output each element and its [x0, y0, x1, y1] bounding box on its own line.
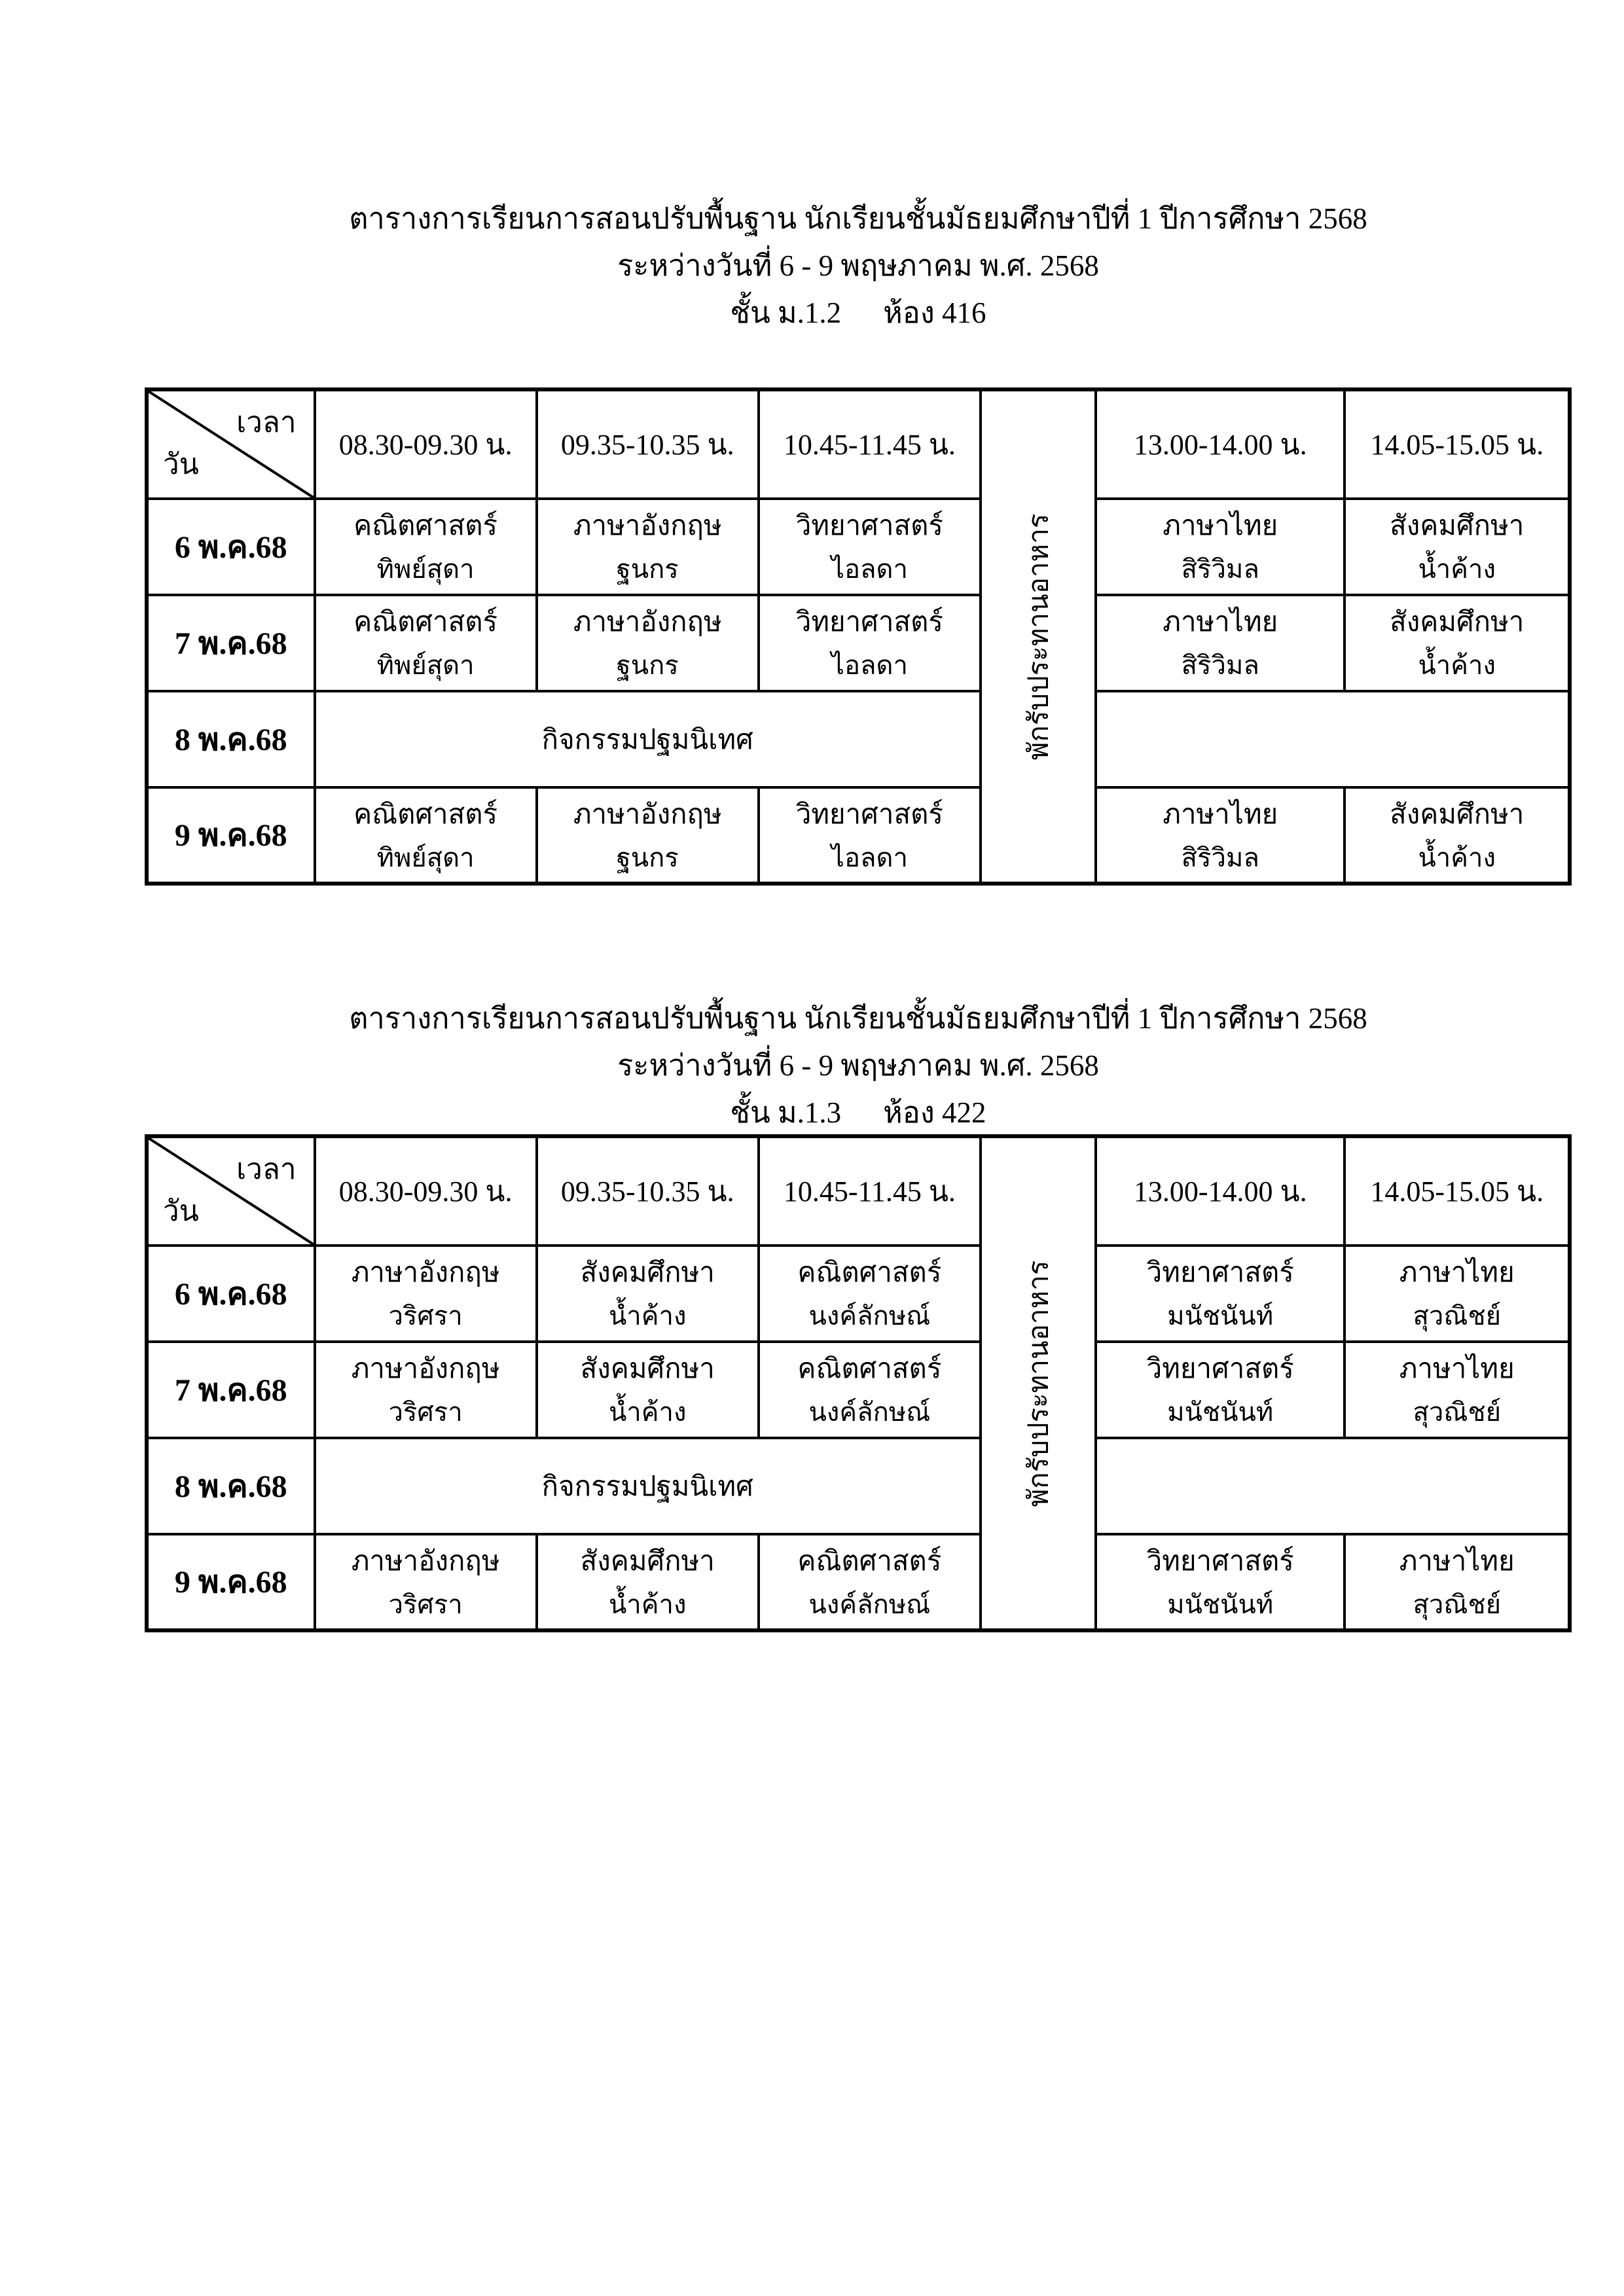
table-row: [147, 595, 1570, 691]
table-row-activity: [147, 691, 1570, 787]
date-cell: 8 พ.ค.68: [147, 691, 315, 787]
empty-afternoon-cell: [1096, 1438, 1570, 1534]
lesson-cell: [1344, 1342, 1570, 1438]
title-line-2: ระหว่างวันที่ 6 - 9 พฤษภาคม พ.ศ. 2568: [617, 249, 1099, 282]
lesson-cell: [1344, 1246, 1570, 1342]
lesson-cell: [537, 1342, 759, 1438]
teacher-label: มนัชนันท์: [1167, 1589, 1274, 1619]
lesson-cell: [537, 787, 759, 884]
teacher-label: น้ำค้าง: [608, 1397, 687, 1427]
lesson-cell: [1344, 787, 1570, 884]
lesson-cell: [537, 595, 759, 691]
lesson-cell: [1096, 595, 1344, 691]
teacher-label: น้ำค้าง: [1418, 842, 1496, 872]
date-cell: 6 พ.ค.68: [147, 499, 315, 595]
lunch-break-label: พักรับประทานอาหาร: [1024, 1260, 1055, 1507]
subject-label: คณิตศาสตร์: [353, 607, 498, 637]
timetable-2-title: [145, 995, 1572, 1136]
lesson-cell: [1096, 499, 1344, 595]
date-cell: 9 พ.ค.68: [147, 1534, 315, 1630]
subject-label: สังคมศึกษา: [580, 1258, 715, 1288]
time-header: 09.35-10.35 น.: [537, 389, 759, 499]
lesson-cell: [759, 787, 981, 884]
teacher-label: วริศรา: [388, 1397, 463, 1427]
subject-label: ภาษาอังกฤษ: [573, 799, 722, 830]
teacher-label: นงค์ลักษณ์: [808, 1397, 931, 1427]
lunch-break-label: พักรับประทานอาหาร: [1024, 513, 1055, 760]
subject-label: ภาษาไทย: [1163, 607, 1278, 637]
subject-label: สังคมศึกษา: [1390, 511, 1525, 541]
teacher-label: ทิพย์สุดา: [376, 554, 475, 584]
teacher-label: สิริวิมล: [1181, 554, 1259, 584]
teacher-label: ทิพย์สุดา: [376, 842, 475, 872]
subject-label: ภาษาอังกฤษ: [351, 1546, 500, 1577]
subject-label: ภาษาอังกฤษ: [351, 1354, 500, 1384]
teacher-label: สุวณิชย์: [1413, 1301, 1502, 1331]
header-row: [147, 389, 1570, 499]
subject-label: วิทยาศาสตร์: [795, 607, 943, 637]
lesson-cell: [1096, 1342, 1344, 1438]
lesson-cell: [315, 499, 537, 595]
date-cell: 7 พ.ค.68: [147, 595, 315, 691]
time-header: 08.30-09.30 น.: [315, 1136, 537, 1246]
corner-cell: [147, 389, 315, 499]
table-row: [147, 1534, 1570, 1630]
date-cell: 6 พ.ค.68: [147, 1246, 315, 1342]
corner-label-day: วัน: [163, 448, 199, 480]
table-row: [147, 499, 1570, 595]
subject-label: คณิตศาสตร์: [797, 1258, 942, 1288]
lesson-cell: [1096, 1534, 1344, 1630]
teacher-label: ฐนกร: [616, 554, 679, 584]
lesson-cell: [537, 1534, 759, 1630]
time-header: 14.05-15.05 น.: [1344, 1136, 1570, 1246]
lesson-cell: [1096, 1246, 1344, 1342]
table-row: [147, 787, 1570, 884]
lesson-cell: [315, 1246, 537, 1342]
teacher-label: วริศรา: [388, 1301, 463, 1331]
subject-label: ภาษาอังกฤษ: [573, 607, 722, 637]
subject-label: สังคมศึกษา: [580, 1354, 715, 1384]
date-cell: 9 พ.ค.68: [147, 787, 315, 884]
corner-label-day: วัน: [163, 1195, 199, 1227]
title-line-1: ตารางการเรียนการสอนปรับพื้นฐาน นักเรียนชั้นมัธยมศึกษาปีที่ 1 ปีการศึกษา 2568: [349, 202, 1367, 235]
orientation-activity-cell: กิจกรรมปฐมนิเทศ: [315, 1438, 981, 1534]
teacher-label: ฐนกร: [616, 651, 679, 680]
subject-label: ภาษาไทย: [1399, 1258, 1515, 1288]
corner-label-time: เวลา: [236, 1153, 297, 1185]
teacher-label: สิริวิมล: [1181, 842, 1259, 872]
time-header: 09.35-10.35 น.: [537, 1136, 759, 1246]
subject-label: วิทยาศาสตร์: [1146, 1258, 1294, 1288]
teacher-label: สุวณิชย์: [1413, 1397, 1502, 1427]
subject-label: ภาษาอังกฤษ: [573, 511, 722, 541]
subject-label: คณิตศาสตร์: [797, 1354, 942, 1384]
subject-label: ภาษาไทย: [1399, 1354, 1515, 1384]
title-line-3: [145, 1089, 1572, 1136]
timetable-m12: [145, 387, 1572, 886]
lesson-cell: [1096, 787, 1344, 884]
room-label: ห้อง 416: [883, 296, 986, 329]
orientation-activity-cell: กิจกรรมปฐมนิเทศ: [315, 691, 981, 787]
time-header: 10.45-11.45 น.: [759, 1136, 981, 1246]
time-header: 08.30-09.30 น.: [315, 389, 537, 499]
lesson-cell: [759, 1246, 981, 1342]
class-label: ชั้น ม.1.3: [730, 1096, 842, 1129]
lesson-cell: [759, 1534, 981, 1630]
timetable-1-title: [145, 195, 1572, 336]
table-row-activity: [147, 1438, 1570, 1534]
room-label: ห้อง 422: [883, 1096, 986, 1129]
lesson-cell: [1344, 595, 1570, 691]
teacher-label: มนัชนันท์: [1167, 1397, 1274, 1427]
header-row: [147, 1136, 1570, 1246]
lesson-cell: [315, 1342, 537, 1438]
lesson-cell: [315, 787, 537, 884]
date-cell: 8 พ.ค.68: [147, 1438, 315, 1534]
lesson-cell: [315, 1534, 537, 1630]
teacher-label: มนัชนันท์: [1167, 1301, 1274, 1331]
lesson-cell: [759, 595, 981, 691]
date-cell: 7 พ.ค.68: [147, 1342, 315, 1438]
teacher-label: สิริวิมล: [1181, 651, 1259, 680]
subject-label: สังคมศึกษา: [1390, 799, 1525, 830]
teacher-label: สุวณิชย์: [1413, 1589, 1502, 1619]
teacher-label: นงค์ลักษณ์: [808, 1589, 931, 1619]
subject-label: วิทยาศาสตร์: [1146, 1546, 1294, 1577]
subject-label: ภาษาไทย: [1163, 799, 1278, 830]
timetable-m13: [145, 1134, 1572, 1632]
subject-label: คณิตศาสตร์: [353, 799, 498, 830]
subject-label: คณิตศาสตร์: [797, 1546, 942, 1577]
empty-afternoon-cell: [1096, 691, 1570, 787]
lesson-cell: [759, 1342, 981, 1438]
corner-cell: [147, 1136, 315, 1246]
teacher-label: ฐนกร: [616, 842, 679, 872]
corner-label-time: เวลา: [236, 406, 297, 439]
lesson-cell: [759, 499, 981, 595]
subject-label: ภาษาอังกฤษ: [351, 1258, 500, 1288]
teacher-label: น้ำค้าง: [1418, 651, 1496, 680]
time-header: 13.00-14.00 น.: [1096, 1136, 1344, 1246]
subject-label: ภาษาไทย: [1163, 511, 1278, 541]
subject-label: ภาษาไทย: [1399, 1546, 1515, 1577]
subject-label: วิทยาศาสตร์: [795, 799, 943, 830]
title-line-3: [145, 289, 1572, 336]
teacher-label: ทิพย์สุดา: [376, 651, 475, 680]
teacher-label: วริศรา: [388, 1589, 463, 1619]
time-header: 13.00-14.00 น.: [1096, 389, 1344, 499]
subject-label: สังคมศึกษา: [580, 1546, 715, 1577]
teacher-label: นงค์ลักษณ์: [808, 1301, 931, 1331]
teacher-label: น้ำค้าง: [608, 1589, 687, 1619]
table-row: [147, 1342, 1570, 1438]
title-line-2: ระหว่างวันที่ 6 - 9 พฤษภาคม พ.ศ. 2568: [617, 1049, 1099, 1082]
subject-label: วิทยาศาสตร์: [1146, 1354, 1294, 1384]
lesson-cell: [537, 1246, 759, 1342]
subject-label: สังคมศึกษา: [1390, 607, 1525, 637]
lesson-cell: [537, 499, 759, 595]
lesson-cell: [1344, 499, 1570, 595]
teacher-label: ไอลดา: [831, 842, 908, 872]
subject-label: วิทยาศาสตร์: [795, 511, 943, 541]
class-label: ชั้น ม.1.2: [730, 296, 842, 329]
lesson-cell: [315, 595, 537, 691]
lunch-break-cell: [981, 1136, 1096, 1630]
teacher-label: ไอลดา: [831, 554, 908, 584]
teacher-label: ไอลดา: [831, 651, 908, 680]
title-line-1: ตารางการเรียนการสอนปรับพื้นฐาน นักเรียนชั้นมัธยมศึกษาปีที่ 1 ปีการศึกษา 2568: [349, 1002, 1367, 1035]
time-header: 10.45-11.45 น.: [759, 389, 981, 499]
lesson-cell: [1344, 1534, 1570, 1630]
lunch-break-cell: [981, 389, 1096, 884]
time-header: 14.05-15.05 น.: [1344, 389, 1570, 499]
subject-label: คณิตศาสตร์: [353, 511, 498, 541]
table-row: [147, 1246, 1570, 1342]
teacher-label: น้ำค้าง: [1418, 554, 1496, 584]
teacher-label: น้ำค้าง: [608, 1301, 687, 1331]
